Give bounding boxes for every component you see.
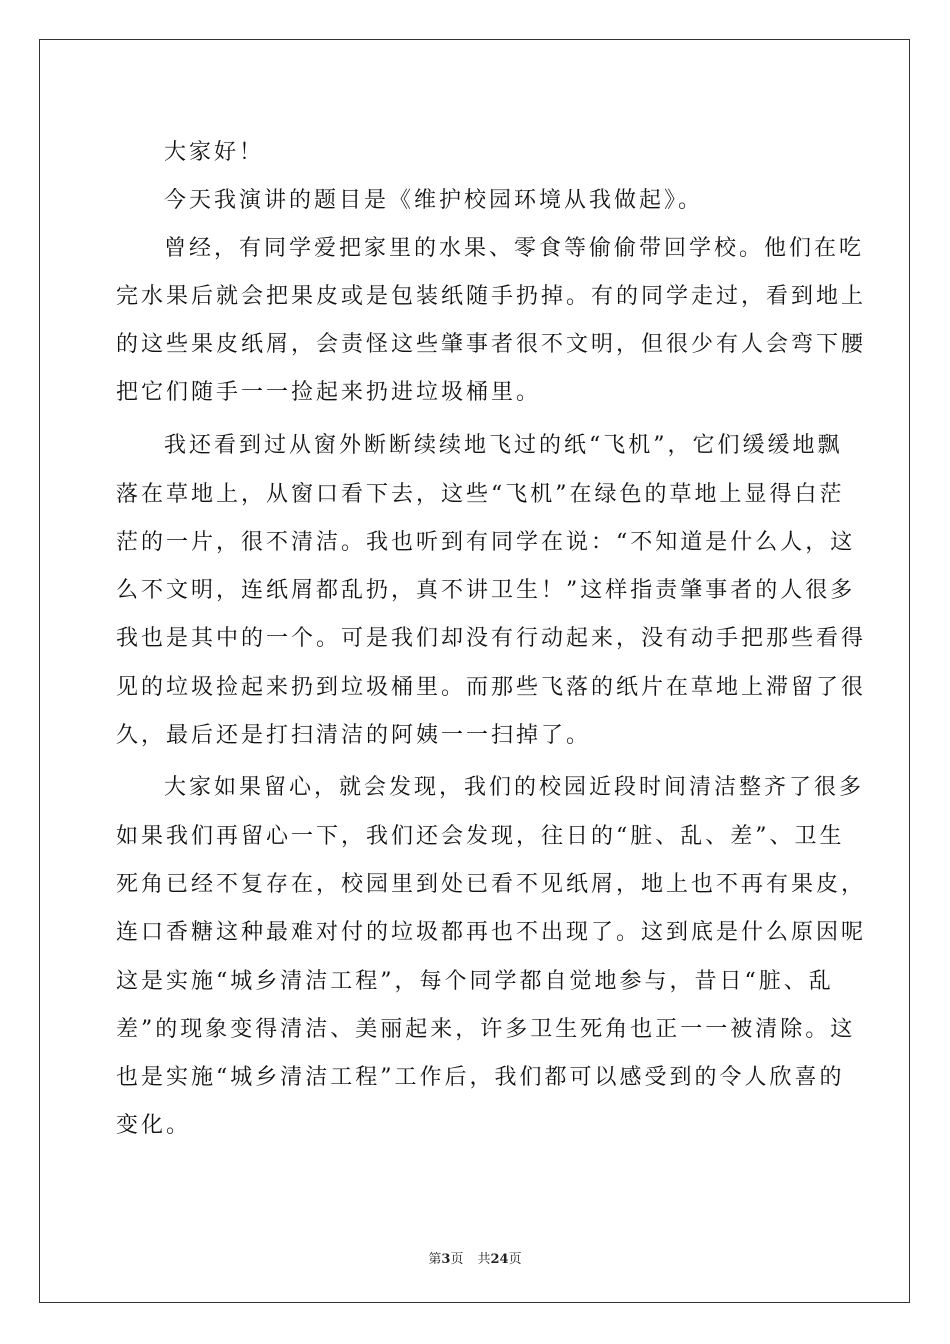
greeting: 大家好！ [164, 140, 265, 165]
paragraph-3-line: 大家如果留心，就会发现，我们的校园近段时间清洁整齐了很多 [164, 775, 865, 800]
paragraph-3-line: 连口香糖这种最难对付的垃圾都再也不出现了。这到底是什么原因呢 [116, 920, 867, 945]
paragraph-3-line: 差”的现象变得清洁、美丽起来，许多卫生死角也正一一被清除。这 [116, 1017, 856, 1042]
page-footer [0, 1248, 950, 1267]
paragraph-1-line: 曾经，有同学爱把家里的水果、零食等偷偷带回学校。他们在吃 [164, 236, 865, 261]
paragraph-2-line: 茫的一片，很不清洁。我也听到有同学在说：“不知道是什么人，这 [116, 530, 856, 555]
paragraph-2-line: 我还看到过从窗外断断续续地飞过的纸“飞机”，它们缓缓地飘 [164, 433, 843, 458]
paragraph-2-line: 么不文明，连纸屑都乱扔，真不讲卫生！”这样指责肇事者的人很多 [116, 578, 856, 603]
paragraph-2-line: 见的垃圾捡起来扔到垃圾桶里。而那些飞落的纸片在草地上滞留了很 [116, 675, 867, 700]
paragraph-2-line: 我也是其中的一个。可是我们却没有行动起来，没有动手把那些看得 [116, 626, 867, 651]
paragraph-3-line: 这是实施“城乡清洁工程”，每个同学都自觉地参与，昔日“脏、乱 [116, 969, 834, 994]
page-prefix: 第 [428, 1252, 442, 1267]
intro-line: 今天我演讲的题目是《维护校园环境从我做起》。 [164, 188, 704, 213]
paragraph-1-line: 完水果后就会把果皮或是包装纸随手扔掉。有的同学走过，看到地上 [116, 284, 867, 309]
page-current: 3 [441, 1252, 451, 1267]
total-prefix: 共 [477, 1252, 491, 1267]
paragraph-3-line: 如果我们再留心一下，我们还会发现，往日的“脏、乱、差”、卫生 [116, 824, 845, 849]
paragraph-3-line: 变化。 [116, 1113, 192, 1138]
paragraph-1-line: 的这些果皮纸屑，会责怪这些肇事者很不文明，但很少有人会弯下腰 [116, 332, 867, 357]
paragraph-3-line: 也是实施“城乡清洁工程”工作后，我们都可以感受到的令人欣喜的 [116, 1065, 845, 1090]
paragraph-3-line: 死角已经不复存在，校园里到处已看不见纸屑，地上也不再有果皮， [116, 872, 867, 897]
paragraph-1-line: 把它们随手一一捡起来扔进垃圾桶里。 [116, 380, 542, 405]
paragraph-2-line: 落在草地上，从窗口看下去，这些“飞机”在绿色的草地上显得白茫 [116, 482, 845, 507]
total-pages: 24 [490, 1252, 509, 1267]
total-suffix: 页 [508, 1252, 522, 1267]
page-suffix: 页 [450, 1252, 464, 1267]
paragraph-2-line: 久，最后还是打扫清洁的阿姨一一扫掉了。 [116, 723, 592, 748]
